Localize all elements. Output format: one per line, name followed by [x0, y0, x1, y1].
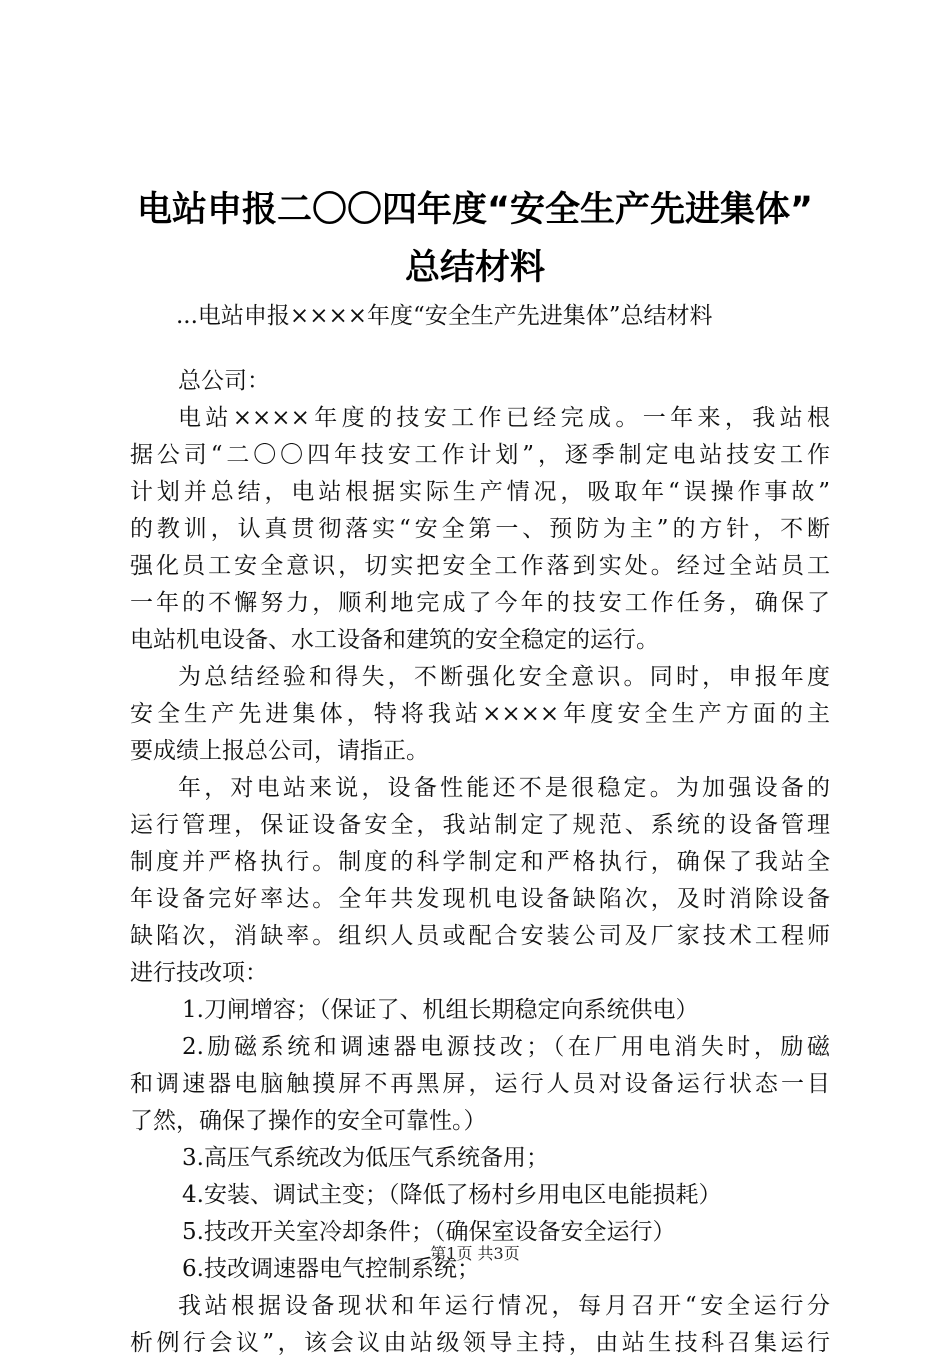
paragraph1-line: 强化员工安全意识，切实把安全工作落到实处。经过全站员工 [130, 553, 830, 579]
paragraph3-line: 年设备完好率达。全年共发现机电设备缺陷次，及时消除设备 [130, 886, 830, 912]
paragraph1-line: 一年的不懈努力，顺利地完成了今年的技安工作任务，确保了 [130, 590, 830, 616]
paragraph3-line: 缺陷次，消缺率。组织人员或配合安装公司及厂家技术工程师 [130, 923, 830, 949]
paragraph1-line: 据公司“二〇〇四年技安工作计划”，逐季制定电站技安工作 [130, 442, 830, 468]
list-item: 1.刀闸增容；（保证了、机组长期稳定向系统供电） [182, 997, 699, 1023]
list-item: 3.高压气系统改为低压气系统备用； [182, 1145, 549, 1171]
list-item-continuation: 和调速器电脑触摸屏不再黑屏，运行人员对设备运行状态一目 [130, 1071, 830, 1097]
paragraph3-line: 制度并严格执行。制度的科学制定和严格执行，确保了我站全 [130, 849, 830, 875]
document-body [130, 298, 830, 1362]
paragraph4-line: 析例行会议”，该会议由站级领导主持，由站生技科召集运行 [130, 1330, 830, 1356]
document-title-line2: 总结材料 [404, 248, 545, 288]
list-item: 6.技改调速器电气控制系统； [182, 1256, 480, 1282]
paragraph3-line: 年，对电站来说，设备性能还不是很稳定。为加强设备的 [178, 775, 830, 801]
paragraph2-line: 要成绩上报总公司，请指正。 [130, 738, 429, 764]
page-number-footer: 第1页 共3页 [430, 1244, 520, 1263]
paragraph4-line: 我站根据设备现状和年运行情况，每月召开“安全运行分 [178, 1293, 830, 1319]
paragraph1-line: 电站××××年度的技安工作已经完成。一年来，我站根 [178, 405, 830, 431]
paragraph3-line: 进行技改项： [130, 960, 268, 986]
paragraph1-line: 的教训，认真贯彻落实“安全第一、预防为主”的方针，不断 [130, 516, 830, 542]
paragraph3-line: 运行管理，保证设备安全，我站制定了规范、系统的设备管理 [130, 812, 830, 838]
spacer [130, 335, 830, 363]
document-title-line1: 电站申报二〇〇四年度“安全生产先进集体” [136, 190, 813, 230]
salutation: 总公司： [178, 368, 270, 394]
list-item-continuation: 了然，确保了操作的安全可靠性。） [130, 1108, 487, 1134]
paragraph1-line: 计划并总结，电站根据实际生产情况，吸取年“误操作事故” [130, 479, 830, 505]
list-item: 4.安装、调试主变；（降低了杨村乡用电区电能损耗） [182, 1182, 722, 1208]
list-item: 5.技改开关室冷却条件；（确保室设备安全运行） [182, 1219, 676, 1245]
document-subtitle: ...电站申报××××年度“安全生产先进集体”总结材料 [176, 303, 713, 329]
list-item: 2.励磁系统和调速器电源技改；（在厂用电消失时，励磁 [182, 1034, 830, 1060]
paragraph2-line: 安全生产先进集体，特将我站××××年度安全生产方面的主 [130, 701, 830, 727]
paragraph2-line: 为总结经验和得失，不断强化安全意识。同时，申报年度 [178, 664, 830, 690]
paragraph1-line: 电站机电设备、水工设备和建筑的安全稳定的运行。 [130, 627, 659, 653]
